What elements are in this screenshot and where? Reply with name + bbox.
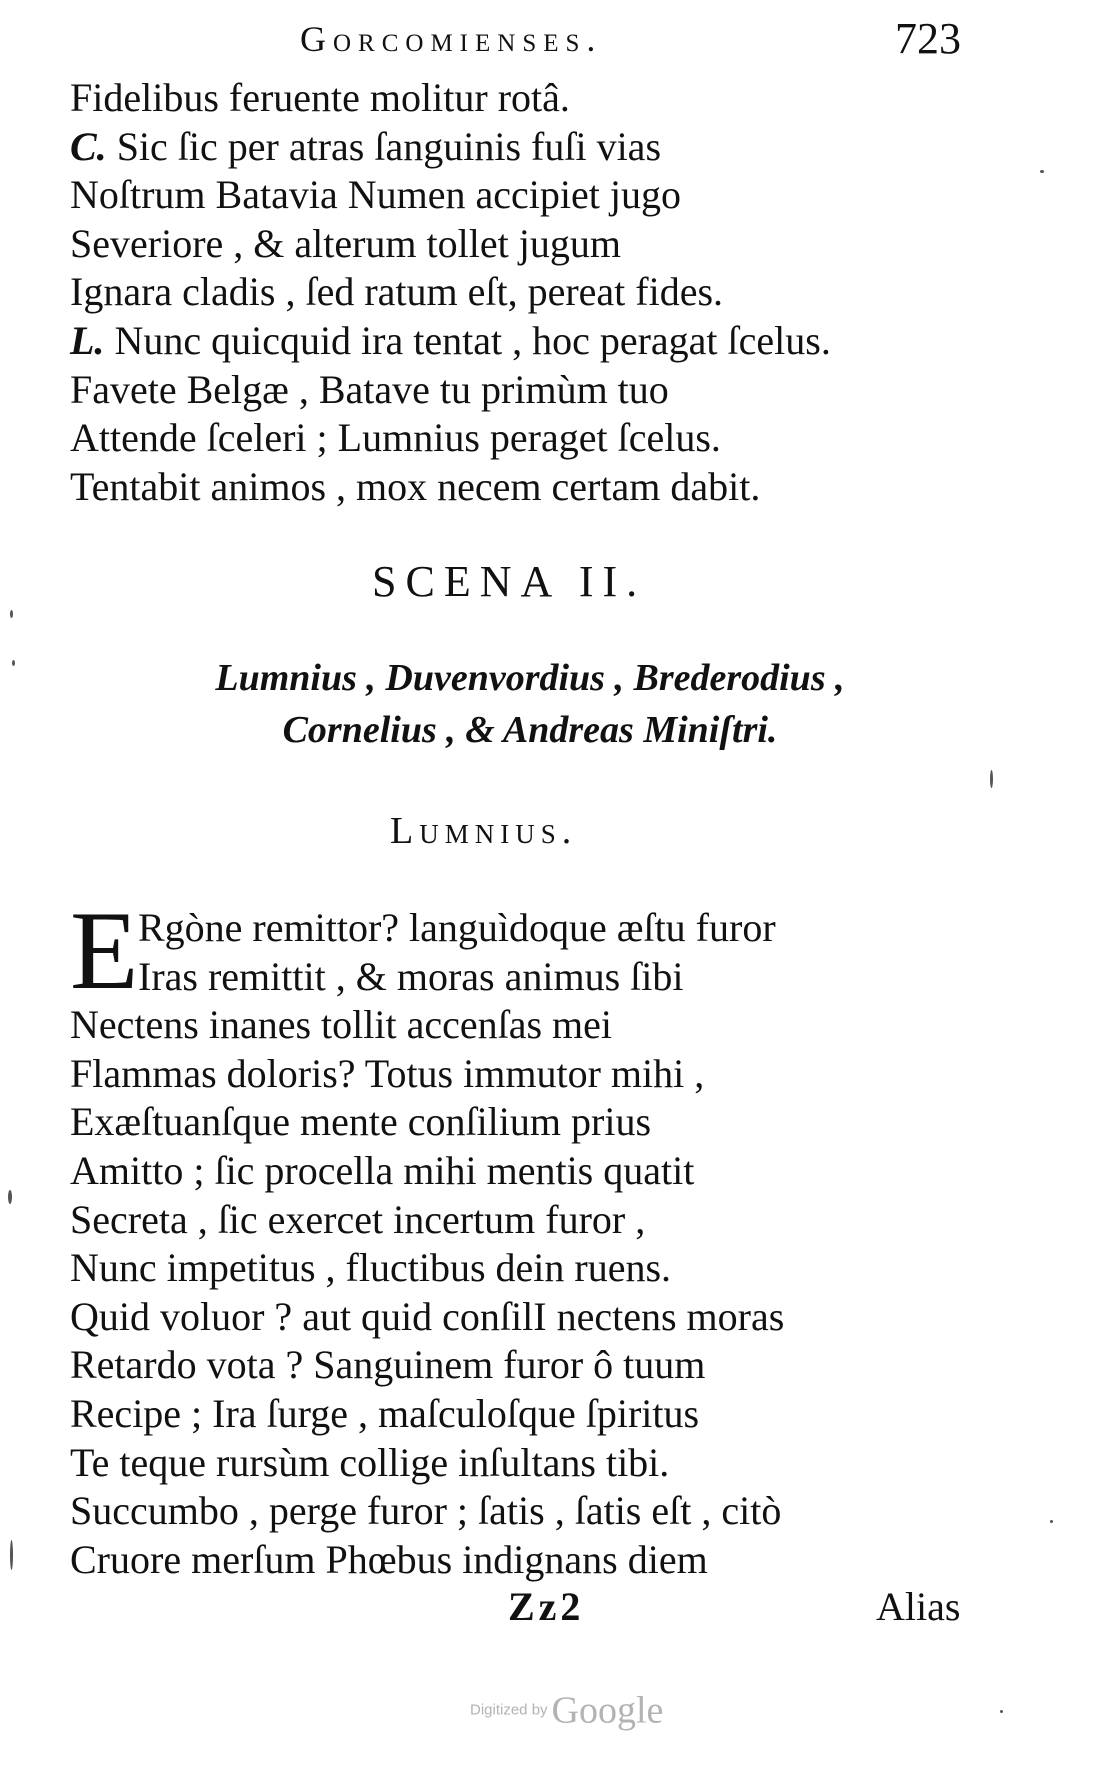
verse-line <box>70 268 831 317</box>
verse-line <box>70 1293 784 1342</box>
verse-text: Cruore merſum Phœbus indignans diem <box>70 1536 708 1582</box>
verse-line <box>70 366 831 415</box>
digitization-watermark <box>470 1690 663 1730</box>
verse-line <box>70 414 831 463</box>
google-logo: Google <box>551 1689 664 1732</box>
verse-text: Nectens inanes tollit accenſas mei <box>70 1002 613 1048</box>
scan-speck <box>12 660 15 666</box>
monologue-block <box>70 889 785 1584</box>
verse-line <box>70 74 831 123</box>
verse-line <box>70 123 831 172</box>
speaker-heading: Lumnius. <box>390 810 578 852</box>
verse-text: Rgòne remittor? languìdoque æſtu furor <box>138 905 776 950</box>
verse-text: Secreta , ſic exercet incertum furor , <box>70 1196 646 1242</box>
scan-speck <box>10 1540 13 1570</box>
scan-speck <box>10 610 13 618</box>
verse-text: Quid voluor ? aut quid conſilI nectens moras <box>70 1293 785 1339</box>
verse-text: Recipe ; Ira ſurge , maſculoſque ſpiritus <box>70 1390 700 1436</box>
verse-line <box>70 1147 784 1196</box>
verse-line <box>70 1341 784 1390</box>
verse-line <box>70 171 831 220</box>
verse-text: Sic ſic per atras ſanguinis fuſi vias <box>106 123 662 169</box>
verse-line <box>70 1439 784 1488</box>
verse-line <box>70 1536 784 1585</box>
verse-line <box>70 1098 784 1147</box>
verse-line <box>70 1050 784 1099</box>
scan-speck <box>1040 170 1044 173</box>
running-head: Gorcomienses. <box>300 19 603 59</box>
drop-cap: E <box>70 889 139 1013</box>
verse-line <box>70 1487 784 1536</box>
verse-line <box>70 463 831 512</box>
verse-text: Nunc quicquid ira tentat , hoc peragat ſcelus. <box>104 317 831 363</box>
verse-line <box>70 1390 784 1439</box>
verse-text: Amitto ; ſic procella mihi mentis quatit <box>70 1147 695 1193</box>
scan-speck <box>8 1190 12 1204</box>
verse-text: Ignara cladis , ſed ratum eſt, pereat fides. <box>70 269 724 315</box>
scan-speck <box>990 770 993 788</box>
signature-mark: Zz2 <box>508 1584 585 1629</box>
verse-line <box>70 220 831 269</box>
verse-line <box>70 1244 784 1293</box>
verse-text: Nunc impetitus , fluctibus dein ruens. <box>70 1245 672 1291</box>
verse-text: Severiore , & alterum tollet jugum <box>70 220 621 266</box>
verse-text: Exæſtuanſque mente conſilium prius <box>70 1099 652 1145</box>
page-number: 723 <box>895 14 961 63</box>
verse-line <box>70 1001 784 1050</box>
verse-text: Iras remittit , & moras animus ſibi <box>138 953 684 999</box>
scan-speck <box>1050 1520 1053 1523</box>
verse-text: Fidelibus feruente molitur rotâ. <box>70 75 570 120</box>
verse-text: Succumbo , perge furor ; ſatis , ſatis eſt , citò <box>70 1488 782 1534</box>
speaker-mark: C. <box>70 123 107 169</box>
verse-text: Favete Belgæ , Batave tu primùm tuo <box>70 366 669 412</box>
catchword: Alias <box>876 1584 961 1629</box>
speaker-mark: L. <box>70 317 105 363</box>
dramatis-personae: Lumnius , Duvenvordius , Brederodius , Cornelius , & Andreas Miniſtri. <box>215 657 845 751</box>
verse-line <box>70 953 784 1002</box>
scene-title: SCENA II. <box>372 557 647 606</box>
verse-text: Flammas doloris? Totus immutor mihi , <box>70 1050 705 1096</box>
verse-line <box>70 1196 784 1245</box>
scan-speck <box>1000 1710 1003 1713</box>
verse-line <box>70 317 831 366</box>
watermark-prefix: Digitized by <box>470 1701 548 1719</box>
verse-text: Attende ſceleri ; Lumnius peraget ſcelus. <box>70 415 721 461</box>
verse-text: Retardo vota ? Sanguinem furor ô tuum <box>70 1342 706 1388</box>
verse-block-before-scene <box>70 74 831 511</box>
verse-text: Te teque rursùm collige inſultans tibi. <box>70 1439 670 1485</box>
verse-text: Tentabit animos , mox necem certam dabit. <box>70 463 761 509</box>
verse-text: Noſtrum Batavia Numen accipiet jugo <box>70 172 681 218</box>
